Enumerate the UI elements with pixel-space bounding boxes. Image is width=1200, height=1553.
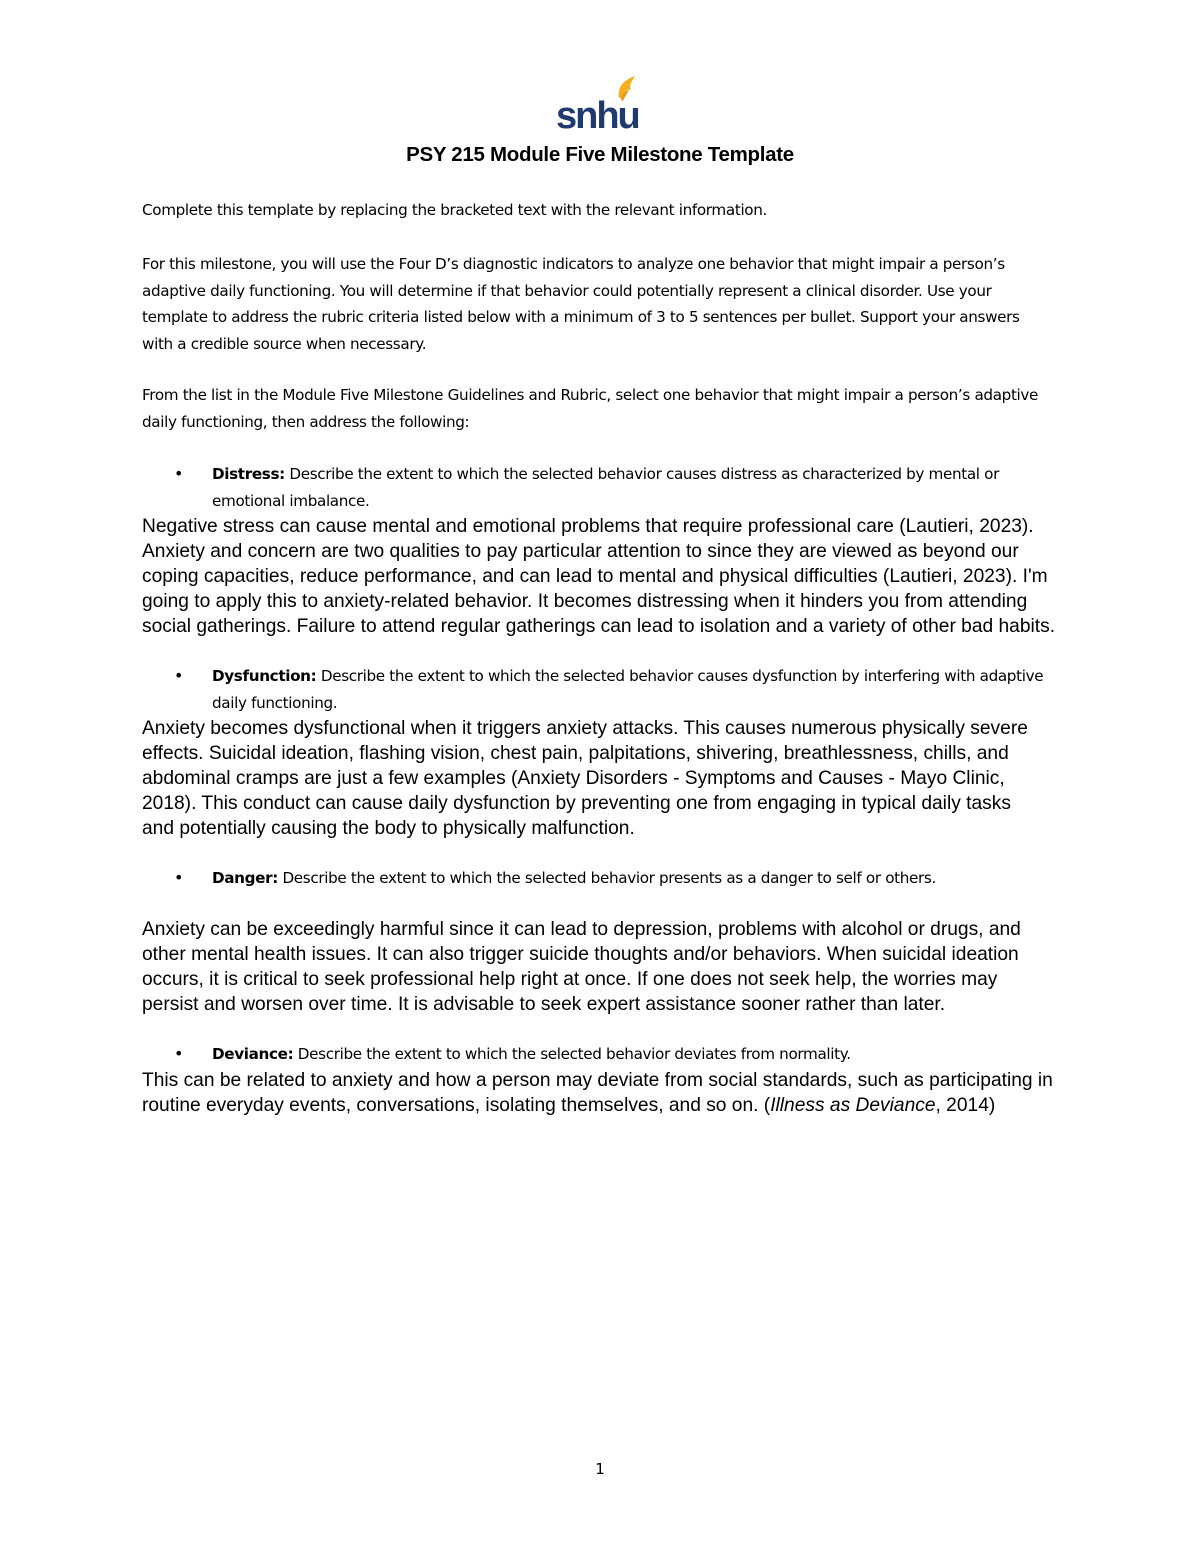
document-title: PSY 215 Module Five Milestone Template <box>406 143 794 166</box>
logo-text: snhu <box>556 95 639 132</box>
snhu-logo <box>555 74 639 132</box>
bullet-prompt: Describe the extent to which the selected behavior deviates from normality. <box>293 1045 851 1063</box>
answer-deviance <box>142 1068 1067 1118</box>
citation-year: , 2014) <box>935 1095 996 1116</box>
bullet-distress <box>142 461 1072 514</box>
bullet-prompt: Describe the extent to which the selected behavior causes dysfunction by interfering with adaptive daily functioning. <box>212 667 1044 712</box>
answer-text: This can be related to anxiety and how a person may deviate from social standards, such as participating in routine everyday events, conversations, isolating themselves, and so on. ( <box>142 1070 1053 1116</box>
page-number: 1 <box>595 1460 605 1478</box>
instructions-text: Complete this template by replacing the bracketed text with the relevant information. <box>142 201 768 219</box>
bullet-deviance <box>142 1041 1072 1068</box>
answer-dysfunction: Anxiety becomes dysfunctional when it triggers anxiety attacks. This causes numerous physically severe effects. Suicidal ideation, flashing vision, chest pain, palpitations, shivering, breathlessness, chills, and abdominal cramps are just a few examples (Anxiety Disorders - Symptoms and Causes - Mayo Clinic, 2018). This conduct can cause daily dysfunction by preventing one from engaging in typical daily tasks and potentially causing the body to physically malfunction. <box>142 718 1028 839</box>
bullet-dot: • <box>174 868 184 887</box>
bullet-label: Deviance: <box>212 1045 294 1063</box>
bullet-label: Danger: <box>212 869 278 887</box>
lead-paragraph: From the list in the Module Five Milestone Guidelines and Rubric, select one behavior that might impair a person’s adaptive daily functioning, then address the following: <box>142 386 1039 431</box>
bullet-dot: • <box>174 464 184 483</box>
bullet-prompt: Describe the extent to which the selected behavior presents as a danger to self or others. <box>277 869 936 887</box>
bullet-prompt: Describe the extent to which the selected behavior causes distress as characterized by mental or emotional imbalance. <box>212 465 999 510</box>
bullet-label: Dysfunction: <box>212 667 317 685</box>
citation-title: Illness as Deviance <box>770 1095 936 1116</box>
answer-distress: Negative stress can cause mental and emotional problems that require professional care (Lautieri, 2023). Anxiety and concern are two qualities to pay particular attention to since they are viewed as beyond our coping capacities, reduce performance, and can lead to mental and physical difficulties (Lautieri, 2023). I'm going to apply this to anxiety-related behavior. It becomes distressing when it hinders you from attending social gatherings. Failure to attend regular gatherings can lead to isolation and a variety of other bad habits. <box>142 516 1056 637</box>
bullet-danger <box>142 865 1072 892</box>
leaf-flame-icon <box>555 74 639 132</box>
intro-paragraph: For this milestone, you will use the Four D’s diagnostic indicators to analyze one behavior that might impair a person’s adaptive daily functioning. You will determine if that behavior could potentially represent a clinical disorder. Use your template to address the rubric criteria listed below with a minimum of 3 to 5 sentences per bullet. Support your answers with a credible source when necessary. <box>142 255 1020 353</box>
bullet-dot: • <box>174 666 184 685</box>
bullet-label: Distress: <box>212 465 285 483</box>
answer-danger: Anxiety can be exceedingly harmful since it can lead to depression, problems with alcohol or drugs, and other mental health issues. It can also trigger suicide thoughts and/or behaviors. When suicidal ideation occurs, it is critical to seek professional help right at once. If one does not seek help, the worries may persist and worsen over time. It is advisable to seek expert assistance sooner rather than later. <box>142 919 1021 1015</box>
bullet-dysfunction <box>142 663 1072 716</box>
bullet-dot: • <box>174 1044 184 1063</box>
